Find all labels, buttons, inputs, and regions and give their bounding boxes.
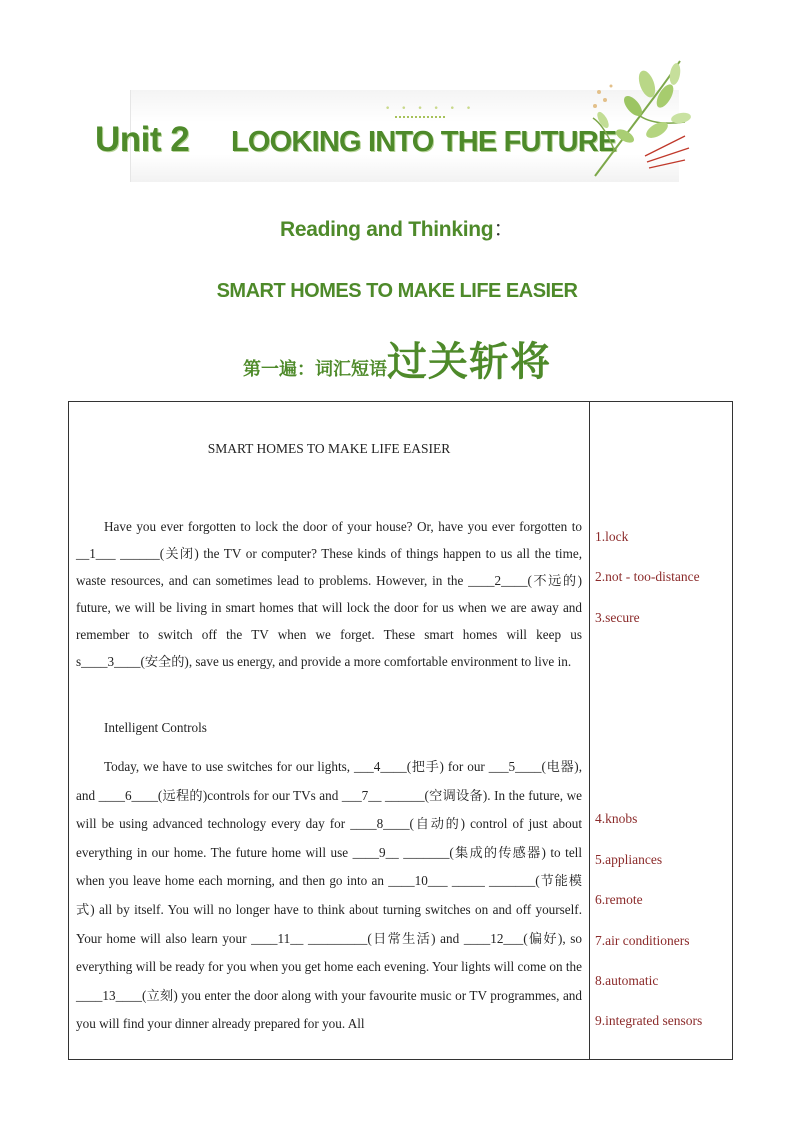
first-pass-label: 第一遍：词汇短语: [243, 359, 387, 380]
answer-item: 8.automatic: [595, 973, 659, 988]
paragraph-2-text: Today, we have to use switches for our lights, ___4____(把手) for our ___5____(电器), and ____6____(远程的)controls for our TVs and ___7__ ______(空调设备). In the future, we will be using advanced technology every day for ____8____(自动的) control of just about everything in our home. The future home will use ____9__ _______(集成的传感器) to tell when you leave home each morning, and then go into an ____10___ _____ _______(节能模式) all by itself. You will no longer have to think about turning switches on and off yourself. Your home will also learn your ____11__ _________(日常生活) and ____12___(偏好), so everything will be ready for you when you get home each evening. Your lights will come on the ____13____(立刻) you enter the door along with your favourite music or TV programmes, and you will find your dinner already prepared for you. All: [76, 759, 582, 1032]
passage-title: SMART HOMES TO MAKE LIFE EASIER: [207, 441, 451, 456]
answer-item: 3.secure: [595, 610, 640, 625]
answer-item: 4.knobs: [595, 811, 638, 826]
exercise-table: [68, 401, 733, 1060]
unit-title: LOOKING INTO THE FUTURE: [231, 126, 617, 158]
unit-label: Unit 2: [95, 120, 190, 159]
first-pass-slogan: 过关斩将: [387, 339, 551, 385]
answer-item: 7.air conditioners: [595, 933, 690, 948]
paragraph-1-text: Have you ever forgotten to lock the door of your house? Or, have you ever forgotten to __1___ ______(关闭) the TV or computer? These kinds of things happen to us all the time, waste resources, and can sometimes lead to problems. However, in the ____2____(不远的) future, we will be living in smart homes that will lock the door for us when we are away and remember to switch off the TV when we forget. These smart homes will keep us s____3____(安全的), save us energy, and provide a more comfortable environment to live in.: [76, 519, 582, 669]
leaf-branch-icon: [585, 56, 695, 184]
answer-item: 5.appliances: [595, 852, 663, 867]
passage-paragraph-2: [76, 753, 582, 1039]
answer-item: 1.lock: [595, 529, 629, 544]
answer-item: 6.remote: [595, 892, 643, 907]
unit-banner: [95, 78, 695, 188]
passage-paragraph-1: [76, 513, 582, 675]
reading-heading-text: Reading and Thinking: [279, 218, 494, 241]
reading-heading-colon: ：: [493, 218, 515, 241]
passage-heading: SMART HOMES TO MAKE LIFE EASIER: [216, 280, 578, 302]
passage-subheading: Intelligent Controls: [104, 720, 207, 735]
reading-thinking-heading: [0, 213, 794, 243]
banner-dots-decoration: • • • • • •: [385, 104, 476, 114]
answer-item: 9.integrated sensors: [595, 1013, 703, 1028]
banner-dotted-line: [395, 116, 445, 120]
first-pass-heading: [0, 330, 794, 387]
answer-item: 2.not - too-distance: [595, 569, 700, 584]
table-column-divider: [589, 402, 590, 1059]
